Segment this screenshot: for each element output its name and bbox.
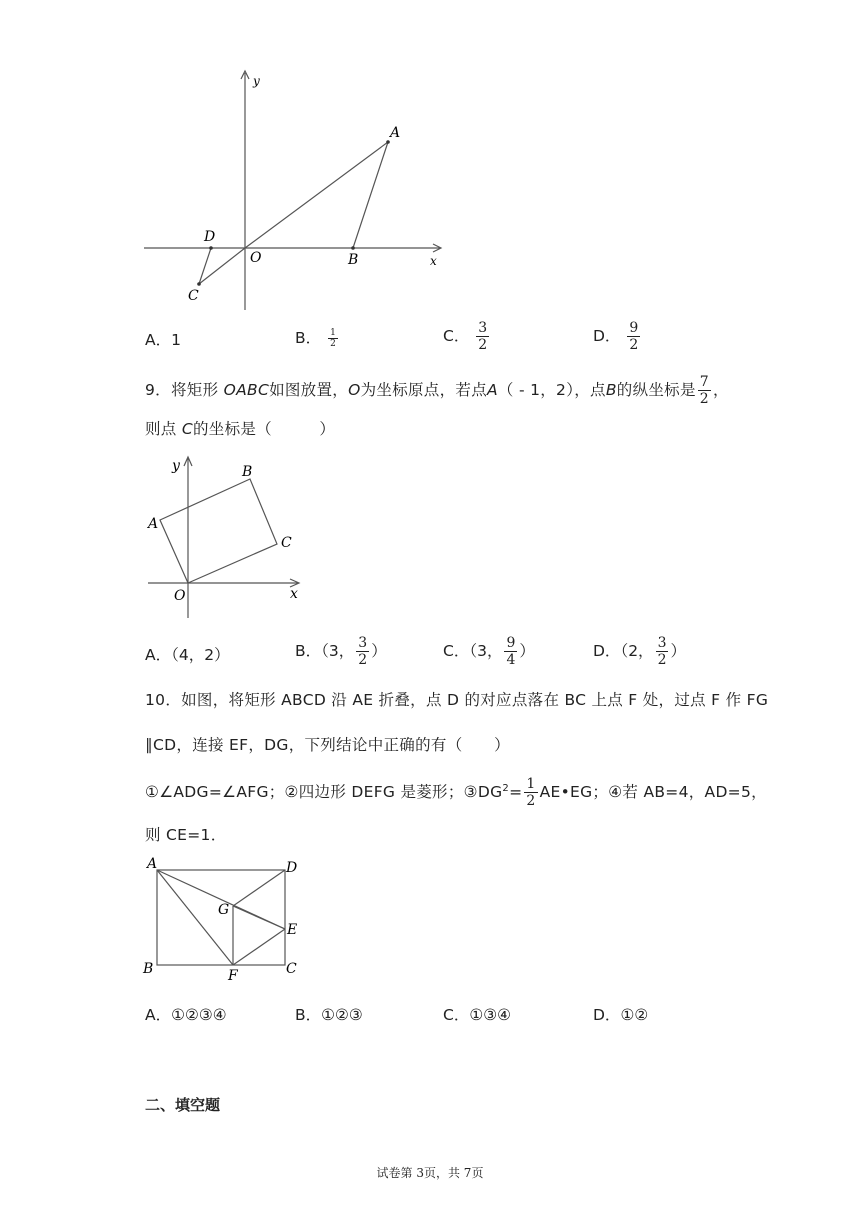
q10-figure <box>140 852 310 987</box>
q9-x-label: x <box>290 586 298 602</box>
q9-point-b: B <box>242 464 253 480</box>
q9-option-c[interactable]: C．（3， $\frac{9}{4}$ ） <box>443 635 535 668</box>
q9-stem-line1: 9．将矩形 OABC如图放置，O为坐标原点，若点A（ - 1，2），点B的纵坐标是 $\frac{7}{2}$ ， <box>145 374 729 407</box>
q9-point-c: C <box>281 535 292 551</box>
q10-point-d: D <box>286 860 298 876</box>
q10-option-c[interactable]: C．①③④ <box>443 1006 512 1024</box>
q8-y-label: y <box>253 74 260 88</box>
q9-option-a[interactable]: A．（4，2） <box>145 646 230 664</box>
q10-stem-line1: 10．如图，将矩形 ABCD 沿 AE 折叠，点 D 的对应点落在 BC 上点 F 处，过点 F 作 FG <box>145 691 769 709</box>
q10-stem-line4: 则 CE=1． <box>145 826 227 844</box>
q8-point-b: B <box>348 252 359 268</box>
q8-origin: O <box>250 250 262 266</box>
q8-point-a: A <box>390 125 401 141</box>
q9-option-b[interactable]: B．（3， $\frac{3}{2}$ ） <box>295 635 387 668</box>
q10-option-a[interactable]: A．①②③④ <box>145 1006 227 1024</box>
q8-figure <box>140 65 450 315</box>
q9-stem-line2: 则点 C的坐标是（ ） <box>145 420 336 438</box>
q8-option-b[interactable]: B． $\frac{1}{2}$ <box>295 328 336 349</box>
q10-point-a: A <box>147 856 158 872</box>
q10-stem-line2: ∥CD，连接 EF，DG，下列结论中正确的有（ ） <box>145 736 510 754</box>
q10-point-b: B <box>143 961 154 977</box>
q8-option-a[interactable]: A．1 <box>145 331 181 349</box>
q10-option-b[interactable]: B．①②③ <box>295 1006 363 1024</box>
q9-figure <box>140 452 310 622</box>
q8-option-c[interactable]: C． $\frac{3}{2}$ <box>443 320 488 353</box>
q8-x-label: x <box>430 254 437 268</box>
q8-point-c: C <box>188 288 199 304</box>
q8-option-d[interactable]: D． $\frac{9}{2}$ <box>593 320 639 353</box>
q10-point-e: E <box>287 922 298 938</box>
q10-point-c: C <box>286 961 297 977</box>
q10-stem-line3: ①∠ADG=∠AFG；②四边形 DEFG 是菱形；$③DG^2=$ $\frac{1}{2}$ AE•EG；④若 AB=4，AD=5， <box>145 776 767 809</box>
q10-option-d[interactable]: D．①② <box>593 1006 649 1024</box>
q8-point-d: D <box>204 229 216 245</box>
q9-origin: O <box>174 588 186 604</box>
q9-option-d[interactable]: D．（2， $\frac{3}{2}$ ） <box>593 635 686 668</box>
section-title: 二、填空题 <box>145 1096 221 1114</box>
q10-point-g: G <box>218 902 230 918</box>
q9-y-label: y <box>172 458 180 474</box>
page-footer: 试卷第 3页，共 7页 <box>376 1166 484 1180</box>
q10-point-f: F <box>228 968 238 984</box>
q9-point-a: A <box>148 516 159 532</box>
